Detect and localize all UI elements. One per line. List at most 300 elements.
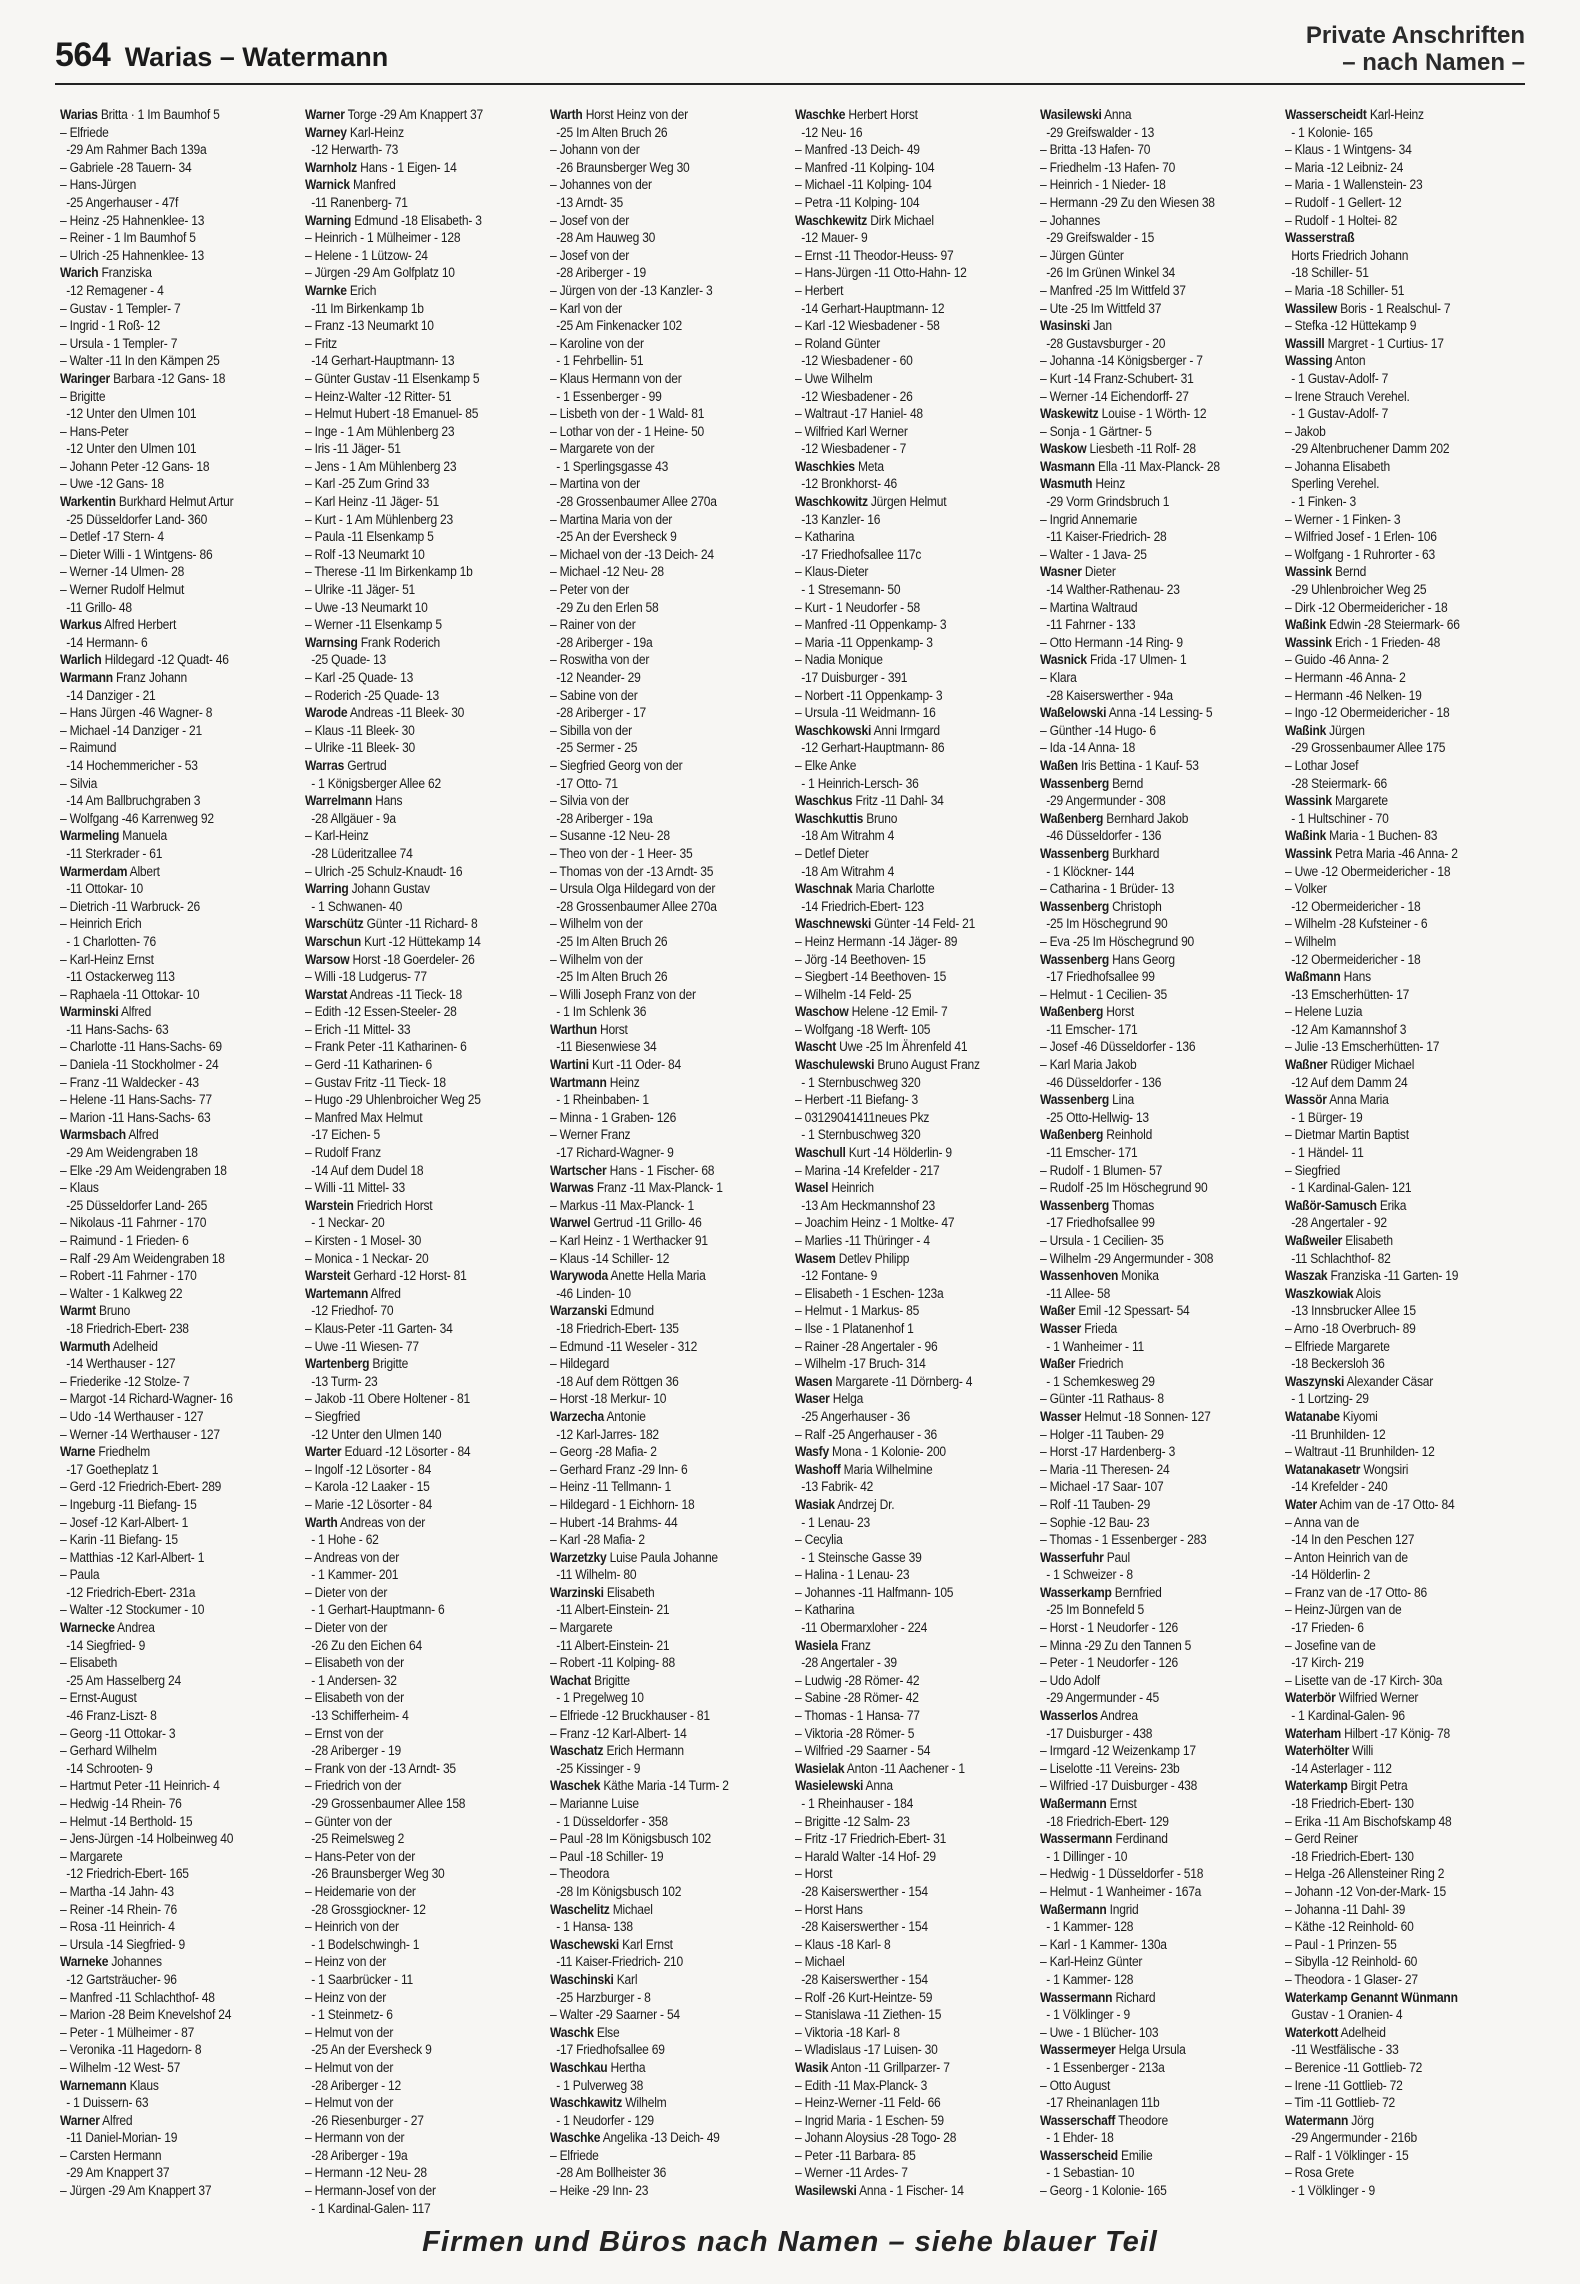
directory-entry: – Marina -14 Krefelder - 217 — [795, 1162, 940, 1178]
directory-entry: -28 Ariberger - 19a — [550, 634, 653, 650]
directory-entry: - 1 Steinmetz- 6 — [305, 2007, 393, 2023]
directory-entry: Waskewitz Louise - 1 Wörth- 12 — [1040, 406, 1207, 422]
directory-entry: -25 Im Höschegrund 90 — [1040, 916, 1168, 932]
directory-entry: – Ludwig -28 Römer- 42 — [795, 1672, 920, 1688]
directory-entry: – Uwe Wilhelm — [795, 370, 873, 386]
directory-entry: - 1 Sternbuschweg 320 — [795, 1074, 921, 1090]
directory-entry: -12 Wiesbadener - 26 — [795, 388, 913, 404]
directory-entry: – Irene Strauch Verehel. — [1285, 388, 1410, 404]
directory-entry: -17 Duisburger - 391 — [795, 670, 908, 685]
directory-entry: -29 Uhlenbroicher Weg 25 — [1285, 582, 1427, 598]
directory-entry: – Volker — [1285, 881, 1327, 897]
directory-entry: – Karl-Heinz Ernst — [60, 951, 154, 967]
directory-entry: -14 Am Ballbruchgraben 3 — [60, 793, 201, 809]
directory-entry: -13 Innsbrucker Allee 15 — [1285, 1303, 1416, 1319]
directory-entry: -28 Ariberger - 19a — [305, 2147, 408, 2163]
directory-entry: – Horst — [795, 1866, 833, 1882]
directory-entry: – Roderich -25 Quade- 13 — [305, 687, 439, 703]
directory-entry: -12 Gartsträucher- 96 — [60, 1971, 177, 1987]
directory-entry: – Lothar von der - 1 Heine- 50 — [550, 423, 705, 439]
directory-entry: Waßink Jürgen — [1285, 722, 1365, 738]
directory-entry: - 1 Bürger- 19 — [1285, 1109, 1363, 1125]
directory-entry: – Sibylla -12 Reinhold- 60 — [1285, 1954, 1418, 1970]
directory-entry: – Johann Aloysius -28 Togo- 28 — [795, 2130, 957, 2146]
directory-entry: – Brigitte — [60, 388, 106, 404]
directory-entry: Warner Alfred — [60, 2112, 133, 2128]
directory-entry: – Hermann -46 Anna- 2 — [1285, 670, 1406, 685]
directory-entry: -13 Kanzler- 16 — [795, 511, 881, 527]
directory-entry: – Friederike -12 Stolze- 7 — [60, 1373, 190, 1389]
directory-entry: – Jürgen -29 Am Golfplatz 10 — [305, 265, 455, 281]
directory-entry: -11 Emscher- 171 — [1040, 1021, 1138, 1037]
directory-entry: Wasserkamp Bernfried — [1040, 1584, 1162, 1600]
listing-column-3 — [550, 106, 790, 2199]
directory-entry: - 1 Sternbuschweg 320 — [795, 1127, 921, 1143]
directory-entry: - 1 Gustav-Adolf- 7 — [1285, 370, 1389, 386]
page-range-title: Warias – Watermann — [124, 42, 389, 72]
directory-entry: Waschek Käthe Maria -14 Turm- 2 — [550, 1778, 729, 1794]
directory-entry: -12 Auf dem Damm 24 — [1285, 1074, 1408, 1090]
directory-entry: Waschke Angelika -13 Deich- 49 — [550, 2130, 720, 2146]
directory-entry: – Viktoria -18 Karl- 8 — [795, 2024, 900, 2040]
directory-entry: – Heinrich - 1 Nieder- 18 — [1040, 177, 1166, 193]
directory-entry: -28 Ariberger - 12 — [305, 2077, 401, 2093]
directory-entry: -18 Auf dem Röttgen 36 — [550, 1373, 679, 1389]
directory-entry: - 1 Heinrich-Lersch- 36 — [795, 775, 919, 791]
directory-entry: – Manfred Max Helmut — [305, 1109, 423, 1125]
directory-entry: – Ida -14 Anna- 18 — [1040, 740, 1136, 756]
directory-entry: – Paul - 1 Prinzen- 55 — [1285, 1936, 1397, 1952]
directory-entry: -12 Obermeidericher - 18 — [1285, 898, 1421, 914]
directory-entry: Wasinski Jan — [1040, 318, 1112, 334]
directory-entry: -12 Herwarth- 73 — [305, 142, 399, 158]
directory-entry: – Petra -11 Kolping- 104 — [795, 194, 920, 210]
directory-entry: – Charlotte -11 Hans-Sachs- 69 — [60, 1039, 222, 1055]
directory-entry: -11 Daniel-Morian- 19 — [60, 2130, 178, 2146]
directory-entry: – Walter - 1 Kalkweg 22 — [60, 1285, 183, 1301]
directory-entry: - 1 Neckar- 20 — [305, 1215, 385, 1231]
directory-entry: -28 Ariberger - 17 — [550, 705, 646, 721]
directory-entry: -13 Arndt- 35 — [550, 194, 623, 210]
directory-entry: – Georg -11 Ottokar- 3 — [60, 1725, 176, 1741]
directory-entry: – Dieter von der — [305, 1620, 388, 1636]
directory-entry: -12 Wiesbadener - 7 — [795, 441, 907, 457]
directory-entry: -14 Friedrich-Ebert- 123 — [795, 898, 924, 914]
directory-entry: -17 Friedhofsallee 117c — [795, 546, 922, 562]
directory-entry: – Johannes -11 Halfmann- 105 — [795, 1584, 954, 1600]
directory-entry: – Waltraut -11 Brunhilden- 12 — [1285, 1444, 1435, 1460]
directory-entry: Warminski Alfred — [60, 1004, 152, 1020]
directory-entry: -12 Am Kamannshof 3 — [1285, 1021, 1407, 1037]
directory-entry: – Rudolf -25 Im Höschegrund 90 — [1040, 1180, 1208, 1196]
directory-entry: – Werner -14 Ulmen- 28 — [60, 564, 185, 580]
directory-entry: Waschnewski Günter -14 Feld- 21 — [795, 916, 976, 932]
directory-entry: – Wilhelm -17 Bruch- 314 — [795, 1356, 926, 1372]
directory-entry: – Inge - 1 Am Mühlenberg 23 — [305, 423, 455, 439]
directory-entry: – Robert -11 Fahrner - 170 — [60, 1268, 197, 1284]
directory-entry: -25 An der Eversheck 9 — [550, 529, 677, 545]
directory-entry: -12 Unter den Ulmen 140 — [305, 1426, 442, 1442]
directory-entry: Waßermann Ernst — [1040, 1796, 1137, 1811]
directory-entry: Warzetzky Luise Paula Johanne — [550, 1549, 718, 1565]
directory-entry: – Helene -11 Hans-Sachs- 77 — [60, 1092, 212, 1108]
directory-entry: Wassink Bernd — [1285, 564, 1367, 580]
directory-entry: Warnick Manfred — [305, 177, 396, 193]
directory-entry: – Jörg -14 Beethoven- 15 — [795, 951, 926, 967]
directory-entry: - 1 Völklinger - 9 — [1040, 2007, 1130, 2023]
directory-entry: – Lisette van de -17 Kirch- 30a — [1285, 1672, 1443, 1688]
directory-entry: – Heinrich - 1 Mülheimer - 128 — [305, 230, 461, 246]
directory-entry: – Helmut von der — [305, 2059, 394, 2075]
directory-entry: Watanakasetr Wongsiri — [1285, 1461, 1409, 1477]
directory-entry: - 1 Pulverweg 38 — [550, 2077, 644, 2093]
directory-entry: -11 Biesenwiese 34 — [550, 1039, 657, 1055]
directory-entry: Waszkowiak Alois — [1285, 1285, 1381, 1301]
directory-entry: – Sabine -28 Römer- 42 — [795, 1690, 919, 1706]
directory-entry: -18 Beckersloh 36 — [1285, 1356, 1385, 1372]
directory-entry: -46 Franz-Liszt- 8 — [60, 1708, 157, 1724]
directory-entry: -14 Werthauser - 127 — [60, 1356, 176, 1372]
directory-entry: – Hans-Jürgen -11 Otto-Hahn- 12 — [795, 265, 967, 281]
directory-entry: Waßenberg Reinhold — [1040, 1127, 1153, 1143]
directory-entry: -29 Altenbruchener Damm 202 — [1285, 441, 1450, 457]
directory-entry: Waszynski Alexander Cäsar — [1285, 1373, 1434, 1389]
directory-entry: – Johann -12 Von-der-Mark- 15 — [1285, 1883, 1446, 1899]
directory-entry: - 1 Völklinger - 9 — [1285, 2183, 1375, 2199]
directory-entry: – Siegbert -14 Beethoven- 15 — [795, 969, 947, 985]
directory-entry: – Paula -11 Elsenkamp 5 — [305, 529, 434, 545]
directory-entry: -29 Grossenbaumer Allee 175 — [1285, 740, 1446, 756]
directory-entry: – Julie -13 Emscherhütten- 17 — [1285, 1039, 1440, 1055]
directory-entry: - 1 Duissern- 63 — [60, 2095, 149, 2111]
directory-entry: – Monica - 1 Neckar- 20 — [305, 1250, 429, 1266]
directory-entry: – Robert -11 Kolping- 88 — [550, 1655, 676, 1671]
directory-entry: -12 Fontane- 9 — [795, 1268, 878, 1284]
directory-entry: Waschkawitz Wilhelm — [550, 2095, 667, 2111]
directory-entry: – Reiner - 1 Im Baumhof 5 — [60, 230, 196, 246]
directory-entry: – Sonja - 1 Gärtner- 5 — [1040, 423, 1152, 439]
directory-entry: Waschelitz Michael — [550, 1901, 653, 1917]
directory-entry: – Nikolaus -11 Fahrner - 170 — [60, 1215, 207, 1231]
directory-entry: – Halina - 1 Lenau- 23 — [795, 1567, 910, 1583]
directory-entry: – Ilse - 1 Platanenhof 1 — [795, 1320, 914, 1336]
directory-entry: - 1 Schemkesweg 29 — [1040, 1373, 1155, 1389]
directory-entry: – Lisbeth von der - 1 Wald- 81 — [550, 406, 705, 422]
directory-entry: – Karin -11 Biefang- 15 — [60, 1532, 178, 1548]
directory-entry: Warth Andreas von der — [305, 1514, 426, 1530]
directory-entry: Waßer Friedrich — [1040, 1356, 1124, 1372]
directory-entry: -14 Walther-Rathenau- 23 — [1040, 582, 1180, 598]
directory-entry: -14 Hölderlin- 2 — [1285, 1567, 1371, 1583]
directory-entry: -28 Kaiserswerther - 154 — [795, 1971, 928, 1987]
directory-entry: -28 Angertaler - 39 — [795, 1655, 897, 1671]
directory-entry: – Martina von der — [550, 476, 640, 492]
directory-entry: -18 Friedrich-Ebert- 130 — [1285, 1796, 1414, 1811]
directory-entry: -11 Ranenberg- 71 — [305, 194, 408, 210]
directory-entry: – Klara — [1040, 670, 1077, 685]
section-title-line1: Private Anschriften — [1305, 22, 1525, 49]
directory-entry: - 1 Andersen- 32 — [305, 1672, 397, 1688]
directory-entry: – Walter -29 Saarner - 54 — [550, 2007, 680, 2023]
directory-entry: – Rainer von der — [550, 617, 636, 633]
directory-entry: -29 Greifswalder - 13 — [1040, 124, 1155, 140]
directory-entry: – Helmut - 1 Cecilien- 35 — [1040, 986, 1167, 1002]
directory-entry: – Wilhelm -28 Kufsteiner - 6 — [1285, 916, 1428, 932]
directory-entry: -29 Zu den Erlen 58 — [550, 599, 659, 615]
directory-entry: Warwas Franz -11 Max-Planck- 1 — [550, 1180, 723, 1196]
directory-entry: – Nadia Monique — [795, 652, 883, 668]
directory-entry: – Werner -14 Eichendorff- 27 — [1040, 388, 1189, 404]
directory-entry: -11 Grillo- 48 — [60, 599, 132, 615]
directory-entry: Wassermeyer Helga Ursula — [1040, 2042, 1186, 2058]
directory-entry: -14 Hermann- 6 — [60, 634, 148, 650]
directory-entry: -29 Angermunder - 45 — [1040, 1690, 1159, 1706]
directory-entry: – Karl -28 Mafia- 2 — [550, 1532, 645, 1548]
directory-entry: -28 Allgäuer - 9a — [305, 810, 396, 826]
directory-entry: – Jens - 1 Am Mühlenberg 23 — [305, 458, 457, 474]
directory-entry: – Ingolf -12 Lösorter - 84 — [305, 1461, 432, 1477]
directory-entry: - 1 Gerhart-Hauptmann- 6 — [305, 1602, 445, 1618]
directory-entry: - 1 Schwanen- 40 — [305, 898, 403, 914]
directory-entry: – Michael -12 Neu- 28 — [550, 564, 664, 580]
directory-entry: – Kurt -14 Franz-Schubert- 31 — [1040, 370, 1194, 386]
directory-entry: - 1 Stresemann- 50 — [795, 582, 901, 598]
directory-entry: – Irmgard -12 Weizenkamp 17 — [1040, 1743, 1196, 1759]
directory-entry: – Rolf -11 Tauben- 29 — [1040, 1496, 1151, 1512]
directory-entry: -11 Allee- 58 — [1040, 1285, 1111, 1301]
directory-entry: – Paul -28 Im Königsbusch 102 — [550, 1831, 711, 1847]
directory-entry: – Hildegard — [550, 1356, 610, 1372]
directory-entry: – Günter Gustav -11 Elsenkamp 5 — [305, 370, 480, 386]
directory-entry: – Daniela -11 Stockholmer - 24 — [60, 1057, 219, 1073]
directory-entry: – Detlef -17 Stern- 4 — [60, 529, 164, 545]
directory-entry: – Hermann von der — [305, 2130, 405, 2146]
directory-entry: – Minna -29 Zu den Tannen 5 — [1040, 1637, 1192, 1653]
directory-entry: – Karl-Heinz Günter — [1040, 1954, 1143, 1970]
directory-entry: – Otto August — [1040, 2077, 1111, 2093]
directory-entry: Wasser Frieda — [1040, 1320, 1118, 1336]
directory-entry: Wasnick Frida -17 Ulmen- 1 — [1040, 652, 1187, 668]
directory-entry: – Dietmar Martin Baptist — [1285, 1127, 1409, 1143]
directory-entry: – Marianne Luise — [550, 1796, 639, 1811]
directory-entry: – Katharina — [795, 529, 855, 545]
directory-entry: -26 Im Grünen Winkel 34 — [1040, 265, 1176, 281]
directory-entry: – Heinz-Jürgen van de — [1285, 1602, 1402, 1618]
directory-entry: – Rudolf Franz — [305, 1145, 381, 1161]
directory-entry: Waszak Franziska -11 Garten- 19 — [1285, 1268, 1459, 1284]
section-title-line2: – nach Namen – — [1342, 49, 1525, 76]
directory-entry: – Johannes von der — [550, 177, 652, 193]
directory-entry: – Gustav Fritz -11 Tieck- 18 — [305, 1074, 446, 1090]
directory-entry: Waschatz Erich Hermann — [550, 1743, 684, 1759]
directory-entry: Waßenberg Bernhard Jakob — [1040, 810, 1189, 826]
directory-entry: – Manfred -13 Deich- 49 — [795, 142, 920, 158]
directory-entry: - 1 Lortzing- 29 — [1285, 1391, 1369, 1407]
directory-entry: -11 Kaiser-Friedrich- 28 — [1040, 529, 1167, 545]
directory-entry: – Hartmut Peter -11 Heinrich- 4 — [60, 1778, 220, 1794]
directory-entry: – Josef von der — [550, 212, 630, 228]
directory-entry: – Hans-Jürgen — [60, 177, 137, 193]
directory-entry: – Marlies -11 Thüringer - 4 — [795, 1233, 930, 1248]
directory-entry: – Rolf -13 Neumarkt 10 — [305, 546, 425, 562]
directory-entry: – Norbert -11 Oppenkamp- 3 — [795, 687, 943, 703]
directory-entry: Waser Helga — [795, 1391, 864, 1407]
directory-entry: - 1 Im Schlenk 36 — [550, 1004, 647, 1020]
directory-entry: Warne Friedhelm — [60, 1444, 150, 1460]
directory-entry: Waschkewitz Dirk Michael — [795, 212, 934, 228]
directory-entry: – Ulrike -11 Jäger- 51 — [305, 582, 416, 598]
directory-entry: – Georg - 1 Kolonie- 165 — [1040, 2183, 1167, 2199]
directory-entry: – Maria - 1 Wallenstein- 23 — [1285, 177, 1423, 193]
directory-entry: -14 Hochemmericher - 53 — [60, 757, 198, 773]
directory-entry: – Elke Anke — [795, 757, 857, 773]
directory-entry: -11 Wilhelm- 80 — [550, 1567, 637, 1583]
directory-entry: – Horst -17 Hardenberg- 3 — [1040, 1444, 1176, 1460]
directory-entry: Waringer Barbara -12 Gans- 18 — [60, 370, 226, 386]
directory-entry: – Ulrich -25 Schulz-Knaudt- 16 — [305, 863, 463, 879]
directory-entry: – Ulrich -25 Hahnenklee- 13 — [60, 247, 204, 263]
directory-entry: Wartini Kurt -11 Oder- 84 — [550, 1057, 682, 1073]
directory-entry: -28 Gustavsburger - 20 — [1040, 335, 1166, 351]
directory-entry: Waßner Rüdiger Michael — [1285, 1057, 1415, 1073]
directory-entry: Warlich Hildegard -12 Quadt- 46 — [60, 652, 229, 668]
directory-entry: – Kirsten - 1 Mosel- 30 — [305, 1233, 422, 1248]
directory-entry: Warstein Friedrich Horst — [305, 1197, 433, 1213]
directory-entry: -12 Unter den Ulmen 101 — [60, 406, 197, 422]
directory-entry: – Hans-Peter von der — [305, 1848, 416, 1864]
directory-entry: – Jakob -11 Obere Holtener - 81 — [305, 1391, 470, 1407]
directory-entry: – Silvia von der — [550, 793, 629, 809]
directory-entry: Warzinski Elisabeth — [550, 1584, 655, 1600]
directory-entry: – Josef von der — [550, 247, 630, 263]
directory-entry: – Heike -29 Inn- 23 — [550, 2183, 649, 2199]
directory-entry: Wasilewski Anna — [1040, 107, 1132, 122]
directory-entry: – Heinz -11 Tellmann- 1 — [550, 1479, 671, 1495]
directory-entry: Warmann Franz Johann — [60, 670, 188, 685]
directory-entry: Waterhölter Willi — [1285, 1743, 1374, 1759]
directory-entry: - 1 Rheinbaben- 1 — [550, 1092, 649, 1108]
directory-entry: -28 Am Hauweg 30 — [550, 230, 656, 246]
directory-entry: -11 Westfälische - 33 — [1285, 2042, 1399, 2058]
directory-entry: – Ingrid - 1 Roß- 12 — [60, 318, 160, 334]
directory-entry: -12 Gerhart-Hauptmann- 86 — [795, 740, 945, 756]
directory-entry: Warias Britta · 1 Im Baumhof 5 — [60, 107, 220, 122]
directory-entry: – Helene Luzia — [1285, 1004, 1363, 1020]
directory-entry: – Michael -14 Danziger - 21 — [60, 722, 202, 738]
directory-entry: -25 Reimelsweg 2 — [305, 1831, 405, 1847]
directory-entry: - 1 Sperlingsgasse 43 — [550, 458, 669, 474]
directory-entry: Wachat Brigitte — [550, 1672, 630, 1688]
directory-entry: – Roland Günter — [795, 335, 881, 351]
directory-entry: – Rainer -28 Angertaler - 96 — [795, 1338, 938, 1354]
directory-entry: – Wolfgang -46 Karrenweg 92 — [60, 810, 214, 826]
directory-entry: -29 Grossenbaumer Allee 158 — [305, 1796, 466, 1811]
directory-entry: Warnecke Andrea — [60, 1620, 155, 1636]
directory-entry: -17 Friedhofsallee 99 — [1040, 1215, 1155, 1231]
directory-entry: – Manfred -11 Schlachthof- 48 — [60, 1989, 215, 2005]
directory-entry: Warth Horst Heinz von der — [550, 107, 688, 122]
directory-entry: -26 Riesenburger - 27 — [305, 2112, 424, 2128]
directory-entry: Warkentin Burkhard Helmut Artur — [60, 494, 234, 510]
directory-entry: Waßelowski Anna -14 Lessing- 5 — [1040, 705, 1213, 721]
directory-entry: Waschkies Meta — [795, 458, 884, 474]
directory-entry: – Klaus — [60, 1180, 99, 1196]
directory-entry: – Katharina — [795, 1602, 855, 1618]
directory-entry: -28 Ariberger - 19 — [550, 265, 646, 281]
directory-entry: Wassilew Boris - 1 Realschul- 7 — [1285, 300, 1451, 316]
directory-entry: – Klaus - 1 Wintgens- 34 — [1285, 142, 1412, 158]
directory-entry: - 1 Lenau- 23 — [795, 1514, 871, 1530]
directory-entry: Wasem Detlev Philipp — [795, 1250, 910, 1266]
directory-entry: – Thomas von der -13 Arndt- 35 — [550, 863, 714, 879]
directory-entry: Watermann Jörg — [1285, 2112, 1374, 2128]
directory-entry: – Werner -14 Werthauser - 127 — [60, 1426, 220, 1442]
directory-entry: -12 Unter den Ulmen 101 — [60, 441, 197, 457]
directory-entry: Wasmann Ella -11 Max-Planck- 28 — [1040, 458, 1220, 474]
directory-entry: – Johanna Elisabeth — [1285, 458, 1390, 474]
directory-entry: – Franz -11 Waldecker - 43 — [60, 1074, 199, 1090]
directory-entry: – Helga -26 Allensteiner Ring 2 — [1285, 1866, 1445, 1882]
directory-entry: – Kurt - 1 Am Mühlenberg 23 — [305, 511, 454, 527]
directory-entry: -11 Sterkrader - 61 — [60, 845, 163, 861]
directory-entry: – Ingeburg -11 Biefang- 15 — [60, 1496, 197, 1512]
directory-entry: – Ingrid Maria - 1 Eschen- 59 — [795, 2112, 944, 2128]
directory-entry: – Irene -11 Gottlieb- 72 — [1285, 2077, 1403, 2093]
directory-entry: Waschulewski Bruno August Franz — [795, 1057, 980, 1073]
directory-entry: – Lothar Josef — [1285, 757, 1359, 773]
directory-entry: – Werner - 1 Finken- 3 — [1285, 511, 1401, 527]
directory-entry: -14 Schrooten- 9 — [60, 1760, 153, 1776]
directory-entry: Warnemann Klaus — [60, 2077, 159, 2093]
directory-entry: -25 Angerhauser - 47f — [60, 194, 179, 210]
directory-entry: – Franz -13 Neumarkt 10 — [305, 318, 434, 334]
directory-entry: Wassill Margret - 1 Curtius- 17 — [1285, 335, 1444, 351]
directory-entry: – Manfred -11 Kolping- 104 — [795, 159, 935, 175]
directory-entry: – Peter von der — [550, 582, 630, 598]
directory-entry: – Karl-Heinz — [305, 828, 369, 844]
directory-entry: Wassink Petra Maria -46 Anna- 2 — [1285, 845, 1458, 861]
directory-entry: – Liselotte -11 Vereins- 23b — [1040, 1760, 1180, 1776]
directory-entry: -13 Schifferheim- 4 — [305, 1708, 409, 1724]
directory-entry: - 1 Ehder- 18 — [1040, 2130, 1114, 2146]
directory-entry: – Walter -12 Stockumer - 10 — [60, 1602, 205, 1618]
directory-entry: - 1 Dillinger - 10 — [1040, 1848, 1128, 1864]
directory-entry: – Elisabeth — [60, 1655, 118, 1671]
directory-entry: – Detlef Dieter — [795, 845, 869, 861]
directory-entry: Waßink Maria - 1 Buchen- 83 — [1285, 828, 1438, 844]
directory-entry: - 1 Fehrbellin- 51 — [550, 353, 644, 369]
directory-entry: Wassör Anna Maria — [1285, 1092, 1389, 1108]
directory-entry: – Erika -11 Am Bischofskamp 48 — [1285, 1813, 1452, 1829]
directory-entry: -25 Kissinger - 9 — [550, 1760, 641, 1776]
directory-entry: – Martha -14 Jahn- 43 — [60, 1883, 174, 1899]
directory-entry: Wasiela Franz — [795, 1637, 871, 1653]
directory-entry: -11 Schlachthof- 82 — [1285, 1250, 1391, 1266]
directory-entry: – Martina Maria von der — [550, 511, 673, 527]
directory-entry: – Willi Joseph Franz von der — [550, 986, 696, 1002]
directory-entry: – Helmut von der — [305, 2024, 394, 2040]
directory-entry: – Anna van de — [1285, 1514, 1360, 1530]
directory-entry: Wartmann Heinz — [550, 1074, 640, 1090]
directory-entry: Warter Eduard -12 Lösorter - 84 — [305, 1444, 471, 1460]
directory-entry: – Ursula - 1 Cecilien- 35 — [1040, 1233, 1164, 1248]
directory-entry: -18 Schiller- 51 — [1285, 265, 1369, 281]
directory-entry: – Ursula -11 Weidmann- 16 — [795, 705, 936, 721]
directory-entry: – Werner Rudolf Helmut — [60, 582, 185, 598]
directory-entry: – Uwe - 1 Blücher- 103 — [1040, 2024, 1159, 2040]
directory-entry: – Fritz -17 Friedrich-Ebert- 31 — [795, 1831, 947, 1847]
directory-entry: – Fritz — [305, 335, 337, 351]
